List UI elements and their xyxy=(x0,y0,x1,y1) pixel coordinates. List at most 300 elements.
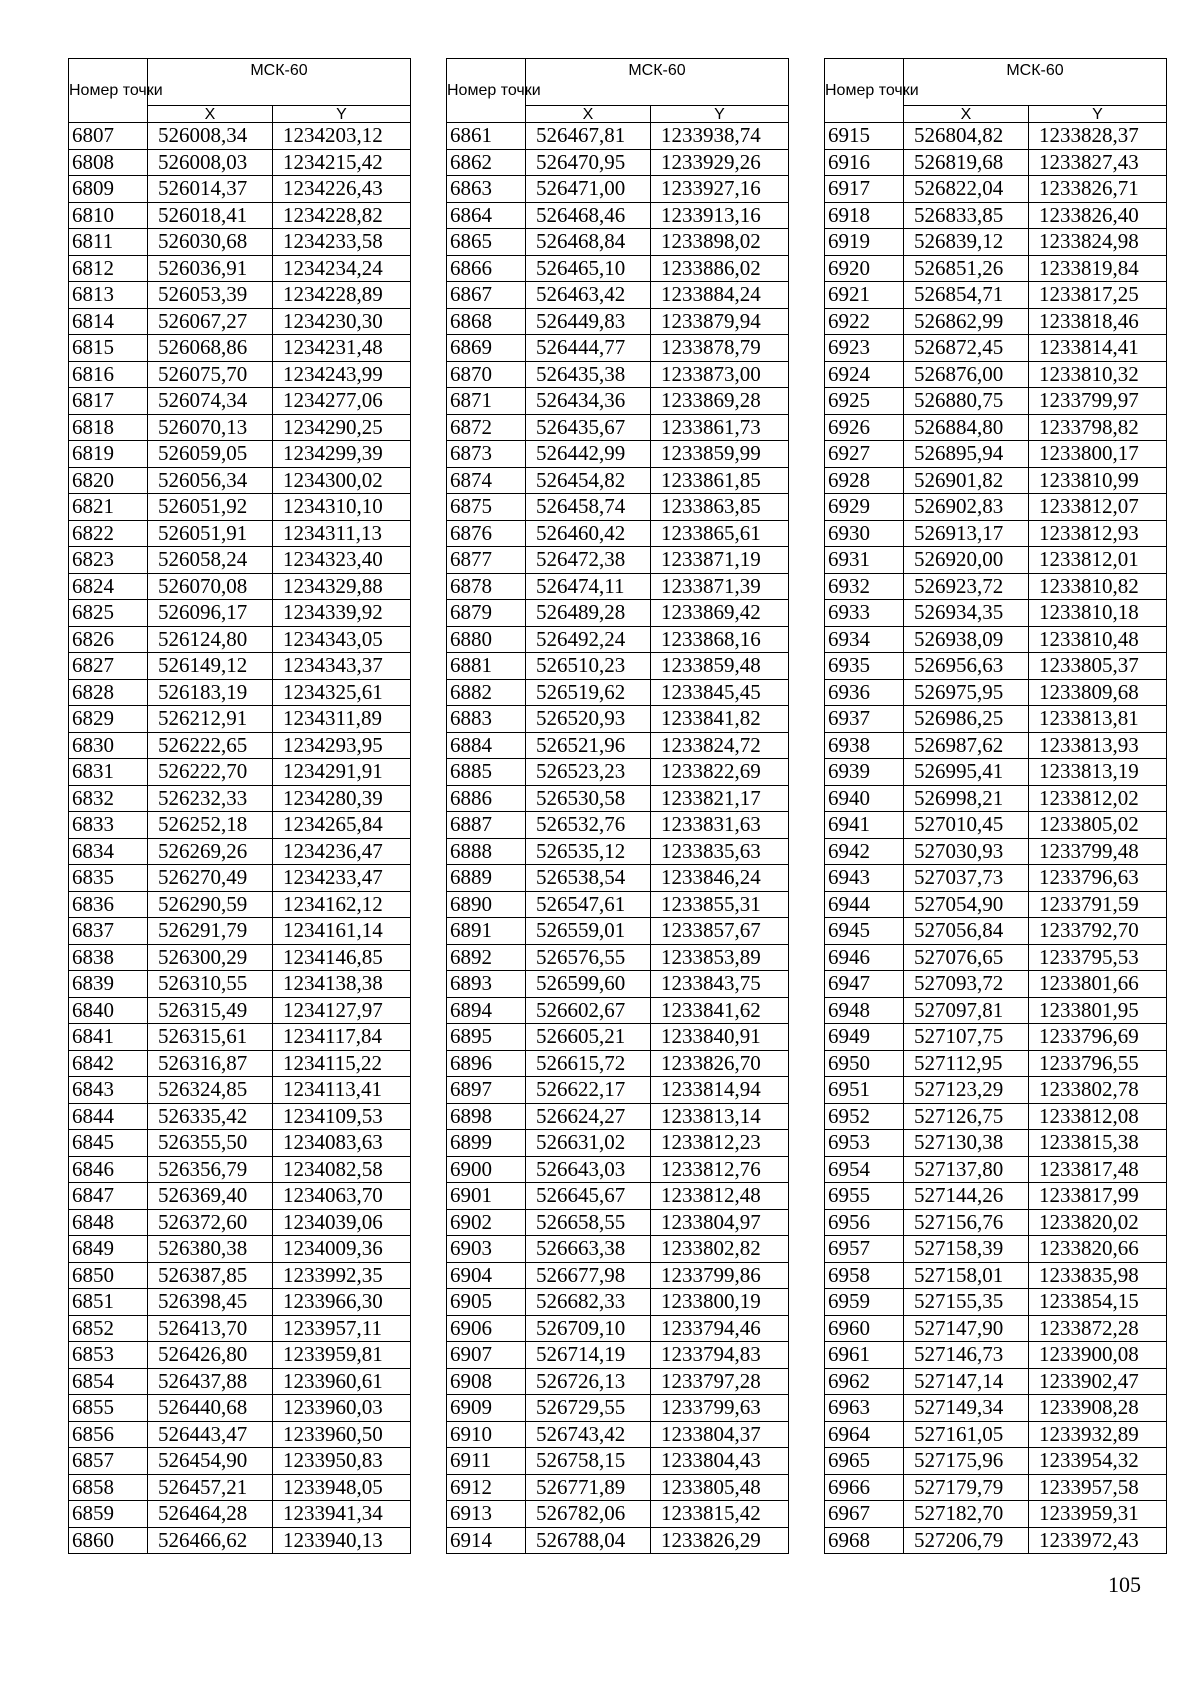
y-coordinate-cell: 1233805,02 xyxy=(1029,812,1167,839)
x-coordinate-cell: 526464,28 xyxy=(148,1501,273,1528)
x-coordinate-cell: 526559,01 xyxy=(526,918,651,945)
y-coordinate-cell: 1233824,72 xyxy=(651,732,789,759)
point-number-cell: 6875 xyxy=(447,494,526,521)
y-coordinate-cell: 1233813,93 xyxy=(1029,732,1167,759)
x-coordinate-cell: 526492,24 xyxy=(526,626,651,653)
point-number-cell: 6811 xyxy=(69,229,148,256)
table-row xyxy=(447,759,789,786)
table-row xyxy=(825,1077,1167,1104)
point-number-cell: 6845 xyxy=(69,1130,148,1157)
y-coordinate-cell: 1233801,66 xyxy=(1029,971,1167,998)
table-row xyxy=(69,865,411,892)
table-row xyxy=(69,918,411,945)
x-coordinate-cell: 526645,67 xyxy=(526,1183,651,1210)
point-number-cell: 6869 xyxy=(447,335,526,362)
x-coordinate-cell: 526822,04 xyxy=(904,176,1029,203)
x-coordinate-cell: 526149,12 xyxy=(148,653,273,680)
y-coordinate-cell: 1234291,91 xyxy=(273,759,411,786)
table-row xyxy=(69,441,411,468)
table-row xyxy=(825,706,1167,733)
point-number-cell: 6872 xyxy=(447,414,526,441)
point-number-cell: 6945 xyxy=(825,918,904,945)
point-number-cell: 6907 xyxy=(447,1342,526,1369)
y-coordinate-cell: 1233941,34 xyxy=(273,1501,411,1528)
table-row xyxy=(447,255,789,282)
table-row xyxy=(825,1183,1167,1210)
y-coordinate-cell: 1233814,41 xyxy=(1029,335,1167,362)
point-number-cell: 6911 xyxy=(447,1448,526,1475)
x-coordinate-cell: 526380,38 xyxy=(148,1236,273,1263)
point-number-cell: 6886 xyxy=(447,785,526,812)
table-row xyxy=(825,1130,1167,1157)
point-number-cell: 6939 xyxy=(825,759,904,786)
table-row xyxy=(447,1156,789,1183)
x-coordinate-cell: 526051,92 xyxy=(148,494,273,521)
y-coordinate-cell: 1233826,40 xyxy=(1029,202,1167,229)
table-row xyxy=(825,1395,1167,1422)
point-number-cell: 6957 xyxy=(825,1236,904,1263)
y-coordinate-cell: 1233827,43 xyxy=(1029,149,1167,176)
point-number-cell: 6832 xyxy=(69,785,148,812)
x-coordinate-cell: 526726,13 xyxy=(526,1368,651,1395)
table-row xyxy=(447,1315,789,1342)
y-coordinate-cell: 1233843,75 xyxy=(651,971,789,998)
x-coordinate-cell: 526324,85 xyxy=(148,1077,273,1104)
x-coordinate-cell: 527056,84 xyxy=(904,918,1029,945)
y-coordinate-cell: 1234161,14 xyxy=(273,918,411,945)
table-row xyxy=(447,626,789,653)
table-row xyxy=(825,282,1167,309)
table-row xyxy=(447,1262,789,1289)
x-coordinate-cell: 526413,70 xyxy=(148,1315,273,1342)
y-coordinate-cell: 1233954,32 xyxy=(1029,1448,1167,1475)
table-row xyxy=(69,759,411,786)
y-coordinate-cell: 1233828,37 xyxy=(1029,123,1167,150)
y-coordinate-cell: 1233817,25 xyxy=(1029,282,1167,309)
point-number-cell: 6961 xyxy=(825,1342,904,1369)
table-row xyxy=(825,944,1167,971)
point-number-cell: 6850 xyxy=(69,1262,148,1289)
point-number-cell: 6822 xyxy=(69,520,148,547)
x-coordinate-cell: 526804,82 xyxy=(904,123,1029,150)
x-coordinate-cell: 526270,49 xyxy=(148,865,273,892)
y-coordinate-cell: 1233831,63 xyxy=(651,812,789,839)
table-row xyxy=(825,971,1167,998)
point-number-cell: 6856 xyxy=(69,1421,148,1448)
y-coordinate-cell: 1233810,99 xyxy=(1029,467,1167,494)
table-row xyxy=(69,971,411,998)
coordinate-system-header: МСК-60 xyxy=(148,59,411,106)
table-row xyxy=(447,1236,789,1263)
x-coordinate-cell: 526530,58 xyxy=(526,785,651,812)
point-number-cell: 6895 xyxy=(447,1024,526,1051)
table-row xyxy=(447,1077,789,1104)
x-column-header: X xyxy=(904,106,1029,123)
x-coordinate-cell: 526051,91 xyxy=(148,520,273,547)
point-number-cell: 6923 xyxy=(825,335,904,362)
table-row xyxy=(69,414,411,441)
x-coordinate-cell: 526547,61 xyxy=(526,891,651,918)
point-number-cell: 6932 xyxy=(825,573,904,600)
x-coordinate-cell: 526938,09 xyxy=(904,626,1029,653)
point-number-cell: 6808 xyxy=(69,149,148,176)
x-coordinate-cell: 526315,49 xyxy=(148,997,273,1024)
x-coordinate-cell: 527054,90 xyxy=(904,891,1029,918)
point-number-header: Номер точки xyxy=(447,59,526,123)
table-row xyxy=(825,865,1167,892)
x-coordinate-cell: 526523,23 xyxy=(526,759,651,786)
y-coordinate-cell: 1233799,63 xyxy=(651,1395,789,1422)
table-row xyxy=(447,1342,789,1369)
table-row xyxy=(825,520,1167,547)
x-coordinate-cell: 526466,62 xyxy=(148,1527,273,1554)
y-coordinate-cell: 1234339,92 xyxy=(273,600,411,627)
y-coordinate-cell: 1234233,58 xyxy=(273,229,411,256)
point-number-cell: 6866 xyxy=(447,255,526,282)
y-coordinate-cell: 1234127,97 xyxy=(273,997,411,1024)
point-number-cell: 6898 xyxy=(447,1103,526,1130)
x-coordinate-cell: 526956,63 xyxy=(904,653,1029,680)
table-row xyxy=(69,1103,411,1130)
y-coordinate-cell: 1234083,63 xyxy=(273,1130,411,1157)
x-coordinate-cell: 526426,80 xyxy=(148,1342,273,1369)
table-row xyxy=(825,441,1167,468)
table-row xyxy=(447,918,789,945)
y-coordinate-cell: 1233804,43 xyxy=(651,1448,789,1475)
table-row xyxy=(69,1209,411,1236)
table-row xyxy=(825,1315,1167,1342)
x-coordinate-cell: 527147,14 xyxy=(904,1368,1029,1395)
point-number-cell: 6967 xyxy=(825,1501,904,1528)
y-coordinate-cell: 1233859,48 xyxy=(651,653,789,680)
y-coordinate-cell: 1233960,50 xyxy=(273,1421,411,1448)
point-number-cell: 6888 xyxy=(447,838,526,865)
x-coordinate-cell: 526053,39 xyxy=(148,282,273,309)
x-coordinate-cell: 526535,12 xyxy=(526,838,651,865)
x-coordinate-cell: 526599,60 xyxy=(526,971,651,998)
point-number-cell: 6927 xyxy=(825,441,904,468)
x-coordinate-cell: 526854,71 xyxy=(904,282,1029,309)
table-row xyxy=(825,838,1167,865)
table-body xyxy=(447,123,789,1554)
y-coordinate-cell: 1233810,32 xyxy=(1029,361,1167,388)
table-row xyxy=(69,1236,411,1263)
point-number-cell: 6839 xyxy=(69,971,148,998)
table-row xyxy=(447,679,789,706)
y-coordinate-cell: 1234109,53 xyxy=(273,1103,411,1130)
x-coordinate-cell: 526851,26 xyxy=(904,255,1029,282)
table-row xyxy=(447,1421,789,1448)
table-row xyxy=(69,467,411,494)
table-row xyxy=(447,1024,789,1051)
y-coordinate-cell: 1233813,81 xyxy=(1029,706,1167,733)
x-coordinate-cell: 526658,55 xyxy=(526,1209,651,1236)
point-number-cell: 6824 xyxy=(69,573,148,600)
table-row xyxy=(825,255,1167,282)
x-coordinate-cell: 526269,26 xyxy=(148,838,273,865)
table-row xyxy=(447,149,789,176)
table-row xyxy=(825,1342,1167,1369)
y-coordinate-cell: 1233800,19 xyxy=(651,1289,789,1316)
point-number-cell: 6809 xyxy=(69,176,148,203)
point-number-cell: 6941 xyxy=(825,812,904,839)
y-coordinate-cell: 1233840,91 xyxy=(651,1024,789,1051)
point-number-cell: 6838 xyxy=(69,944,148,971)
table-row xyxy=(69,1130,411,1157)
y-coordinate-cell: 1233802,78 xyxy=(1029,1077,1167,1104)
coordinate-table-1 xyxy=(68,58,411,1554)
table-row xyxy=(825,1368,1167,1395)
point-number-cell: 6952 xyxy=(825,1103,904,1130)
point-number-cell: 6953 xyxy=(825,1130,904,1157)
point-number-cell: 6949 xyxy=(825,1024,904,1051)
point-number-cell: 6820 xyxy=(69,467,148,494)
point-number-cell: 6855 xyxy=(69,1395,148,1422)
table-row xyxy=(825,573,1167,600)
table-row xyxy=(447,467,789,494)
table-row xyxy=(825,1236,1167,1263)
point-number-cell: 6826 xyxy=(69,626,148,653)
x-coordinate-cell: 526014,37 xyxy=(148,176,273,203)
point-number-cell: 6956 xyxy=(825,1209,904,1236)
x-coordinate-cell: 526880,75 xyxy=(904,388,1029,415)
y-coordinate-cell: 1233797,28 xyxy=(651,1368,789,1395)
y-coordinate-cell: 1234228,89 xyxy=(273,282,411,309)
point-number-cell: 6858 xyxy=(69,1474,148,1501)
x-coordinate-cell: 526355,50 xyxy=(148,1130,273,1157)
table-body xyxy=(825,123,1167,1554)
table-row xyxy=(825,918,1167,945)
y-column-header: Y xyxy=(273,106,411,123)
y-coordinate-cell: 1233804,97 xyxy=(651,1209,789,1236)
table-row xyxy=(447,1448,789,1475)
y-coordinate-cell: 1233813,19 xyxy=(1029,759,1167,786)
table-row xyxy=(69,1342,411,1369)
point-number-cell: 6951 xyxy=(825,1077,904,1104)
x-coordinate-cell: 526901,82 xyxy=(904,467,1029,494)
point-number-cell: 6876 xyxy=(447,520,526,547)
x-coordinate-cell: 527144,26 xyxy=(904,1183,1029,1210)
y-coordinate-cell: 1234113,41 xyxy=(273,1077,411,1104)
y-coordinate-cell: 1234117,84 xyxy=(273,1024,411,1051)
x-coordinate-cell: 526788,04 xyxy=(526,1527,651,1554)
y-coordinate-cell: 1233872,28 xyxy=(1029,1315,1167,1342)
point-number-cell: 6867 xyxy=(447,282,526,309)
coordinate-table-2 xyxy=(446,58,789,1554)
table-row xyxy=(447,441,789,468)
x-coordinate-cell: 526872,45 xyxy=(904,335,1029,362)
point-number-cell: 6842 xyxy=(69,1050,148,1077)
x-coordinate-cell: 526975,95 xyxy=(904,679,1029,706)
y-coordinate-cell: 1233845,45 xyxy=(651,679,789,706)
y-coordinate-cell: 1233932,89 xyxy=(1029,1421,1167,1448)
x-coordinate-cell: 526316,87 xyxy=(148,1050,273,1077)
x-coordinate-cell: 526468,46 xyxy=(526,202,651,229)
table-row xyxy=(825,1024,1167,1051)
y-coordinate-cell: 1233804,37 xyxy=(651,1421,789,1448)
coordinate-table-3 xyxy=(824,58,1167,1554)
y-coordinate-cell: 1233929,26 xyxy=(651,149,789,176)
point-number-cell: 6837 xyxy=(69,918,148,945)
point-number-cell: 6964 xyxy=(825,1421,904,1448)
table-row xyxy=(825,1289,1167,1316)
y-coordinate-cell: 1233812,01 xyxy=(1029,547,1167,574)
table-row xyxy=(825,335,1167,362)
point-number-cell: 6946 xyxy=(825,944,904,971)
point-number-cell: 6943 xyxy=(825,865,904,892)
y-coordinate-cell: 1233886,02 xyxy=(651,255,789,282)
y-coordinate-cell: 1233799,86 xyxy=(651,1262,789,1289)
y-coordinate-cell: 1233853,89 xyxy=(651,944,789,971)
point-number-cell: 6955 xyxy=(825,1183,904,1210)
y-coordinate-cell: 1233948,05 xyxy=(273,1474,411,1501)
x-coordinate-cell: 527156,76 xyxy=(904,1209,1029,1236)
point-number-cell: 6909 xyxy=(447,1395,526,1422)
x-coordinate-cell: 526435,38 xyxy=(526,361,651,388)
table-row xyxy=(447,1527,789,1554)
table-row xyxy=(825,149,1167,176)
y-coordinate-cell: 1233898,02 xyxy=(651,229,789,256)
table-row xyxy=(825,361,1167,388)
y-coordinate-cell: 1234082,58 xyxy=(273,1156,411,1183)
point-number-cell: 6818 xyxy=(69,414,148,441)
x-coordinate-cell: 527175,96 xyxy=(904,1448,1029,1475)
point-number-cell: 6865 xyxy=(447,229,526,256)
y-coordinate-cell: 1233796,55 xyxy=(1029,1050,1167,1077)
point-number-cell: 6891 xyxy=(447,918,526,945)
coordinate-system-header: МСК-60 xyxy=(526,59,789,106)
y-coordinate-cell: 1233966,30 xyxy=(273,1289,411,1316)
y-coordinate-cell: 1233819,84 xyxy=(1029,255,1167,282)
point-number-cell: 6874 xyxy=(447,467,526,494)
point-number-cell: 6962 xyxy=(825,1368,904,1395)
y-coordinate-cell: 1233794,83 xyxy=(651,1342,789,1369)
point-number-cell: 6835 xyxy=(69,865,148,892)
table-row xyxy=(825,785,1167,812)
y-coordinate-cell: 1233820,02 xyxy=(1029,1209,1167,1236)
x-coordinate-cell: 526124,80 xyxy=(148,626,273,653)
point-number-cell: 6903 xyxy=(447,1236,526,1263)
x-coordinate-cell: 526315,61 xyxy=(148,1024,273,1051)
table-row xyxy=(825,1474,1167,1501)
x-coordinate-cell: 526457,21 xyxy=(148,1474,273,1501)
x-coordinate-cell: 526986,25 xyxy=(904,706,1029,733)
point-number-cell: 6828 xyxy=(69,679,148,706)
point-number-cell: 6935 xyxy=(825,653,904,680)
point-number-cell: 6864 xyxy=(447,202,526,229)
point-number-cell: 6916 xyxy=(825,149,904,176)
y-coordinate-cell: 1234215,42 xyxy=(273,149,411,176)
y-coordinate-cell: 1233792,70 xyxy=(1029,918,1167,945)
table-row xyxy=(447,1183,789,1210)
y-coordinate-cell: 1234233,47 xyxy=(273,865,411,892)
y-coordinate-cell: 1234325,61 xyxy=(273,679,411,706)
x-coordinate-cell: 526782,06 xyxy=(526,1501,651,1528)
point-number-cell: 6914 xyxy=(447,1527,526,1554)
point-number-cell: 6836 xyxy=(69,891,148,918)
point-number-cell: 6877 xyxy=(447,547,526,574)
x-coordinate-cell: 526460,42 xyxy=(526,520,651,547)
point-number-cell: 6960 xyxy=(825,1315,904,1342)
x-coordinate-cell: 526519,62 xyxy=(526,679,651,706)
table-row xyxy=(69,202,411,229)
y-coordinate-cell: 1234146,85 xyxy=(273,944,411,971)
table-row xyxy=(69,1156,411,1183)
y-coordinate-cell: 1233841,82 xyxy=(651,706,789,733)
table-row xyxy=(825,123,1167,150)
point-number-cell: 6940 xyxy=(825,785,904,812)
table-row xyxy=(447,176,789,203)
point-number-cell: 6882 xyxy=(447,679,526,706)
table-row xyxy=(447,891,789,918)
table-row xyxy=(447,1289,789,1316)
table-row xyxy=(447,1209,789,1236)
y-coordinate-cell: 1234290,25 xyxy=(273,414,411,441)
table-row xyxy=(447,732,789,759)
point-number-cell: 6889 xyxy=(447,865,526,892)
x-coordinate-cell: 526183,19 xyxy=(148,679,273,706)
x-coordinate-cell: 526998,21 xyxy=(904,785,1029,812)
point-number-cell: 6848 xyxy=(69,1209,148,1236)
x-coordinate-cell: 527010,45 xyxy=(904,812,1029,839)
x-coordinate-cell: 527123,29 xyxy=(904,1077,1029,1104)
x-coordinate-cell: 526067,27 xyxy=(148,308,273,335)
y-coordinate-cell: 1233861,73 xyxy=(651,414,789,441)
x-coordinate-cell: 527146,73 xyxy=(904,1342,1029,1369)
point-number-cell: 6929 xyxy=(825,494,904,521)
y-coordinate-cell: 1233873,00 xyxy=(651,361,789,388)
x-column-header: X xyxy=(526,106,651,123)
point-number-cell: 6894 xyxy=(447,997,526,1024)
x-coordinate-cell: 527037,73 xyxy=(904,865,1029,892)
y-coordinate-cell: 1233879,94 xyxy=(651,308,789,335)
x-coordinate-cell: 526643,03 xyxy=(526,1156,651,1183)
y-coordinate-cell: 1234228,82 xyxy=(273,202,411,229)
point-number-cell: 6890 xyxy=(447,891,526,918)
y-coordinate-cell: 1233796,63 xyxy=(1029,865,1167,892)
table-row xyxy=(825,759,1167,786)
table-row xyxy=(825,547,1167,574)
table-row xyxy=(447,229,789,256)
x-coordinate-cell: 526458,74 xyxy=(526,494,651,521)
y-coordinate-cell: 1234226,43 xyxy=(273,176,411,203)
x-coordinate-cell: 526440,68 xyxy=(148,1395,273,1422)
y-coordinate-cell: 1233857,67 xyxy=(651,918,789,945)
y-coordinate-cell: 1233810,82 xyxy=(1029,573,1167,600)
point-number-cell: 6892 xyxy=(447,944,526,971)
x-coordinate-cell: 526434,36 xyxy=(526,388,651,415)
table-row xyxy=(447,706,789,733)
y-coordinate-cell: 1233927,16 xyxy=(651,176,789,203)
y-coordinate-cell: 1233818,46 xyxy=(1029,308,1167,335)
table-row xyxy=(69,308,411,335)
y-coordinate-cell: 1234234,24 xyxy=(273,255,411,282)
y-coordinate-cell: 1234236,47 xyxy=(273,838,411,865)
point-number-cell: 6878 xyxy=(447,573,526,600)
table-row xyxy=(825,626,1167,653)
table-row xyxy=(69,653,411,680)
point-number-cell: 6852 xyxy=(69,1315,148,1342)
point-number-cell: 6829 xyxy=(69,706,148,733)
point-number-cell: 6813 xyxy=(69,282,148,309)
x-coordinate-cell: 526008,03 xyxy=(148,149,273,176)
table-row xyxy=(447,785,789,812)
x-coordinate-cell: 526709,10 xyxy=(526,1315,651,1342)
y-coordinate-cell: 1233795,53 xyxy=(1029,944,1167,971)
table-row xyxy=(69,520,411,547)
point-number-cell: 6815 xyxy=(69,335,148,362)
x-coordinate-cell: 526876,00 xyxy=(904,361,1029,388)
